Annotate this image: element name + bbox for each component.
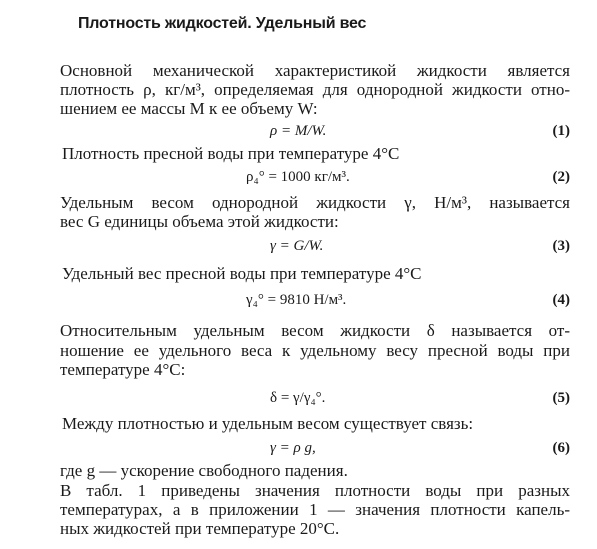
paragraph-line: температурах, а в приложении 1 — значения плотности капель- xyxy=(60,500,570,519)
paragraph-line: Удельным весом однородной жидкости γ, Н/м³, называется xyxy=(60,193,570,212)
equation-formula: ρ₄° = 1000 кг/м³. xyxy=(246,169,350,185)
paragraph-line: Основной механической характеристикой жидкости является xyxy=(60,61,570,80)
equation-number: (3) xyxy=(552,238,570,254)
paragraph-line: шением ее массы M к ее объему W: xyxy=(60,99,318,118)
paragraph-line: температуре 4°С: xyxy=(60,360,186,379)
equation-number: (5) xyxy=(552,390,570,406)
section-heading: Плотность жидкостей. Удельный вес xyxy=(78,15,367,32)
paragraph-line: вес G единицы объема этой жидкости: xyxy=(60,212,339,231)
equation-number: (2) xyxy=(552,169,570,185)
equation-formula: γ = G/W. xyxy=(270,238,324,254)
equation-formula: γ = ρ g, xyxy=(270,440,316,456)
paragraph-line: В табл. 1 приведены значения плотности воды при разных xyxy=(60,481,570,500)
equation-formula: δ = γ/γ₄°. xyxy=(270,390,326,406)
equation-number: (1) xyxy=(552,123,570,139)
equation-formula: ρ = M/W. xyxy=(270,123,327,139)
paragraph-line: Плотность пресной воды при температуре 4°С xyxy=(62,144,400,163)
paragraph-line: ношение ее удельного веса к удельному весу пресной воды при xyxy=(60,341,570,360)
paragraph-line: Удельный вес пресной воды при температуре 4°С xyxy=(62,264,422,283)
paragraph-line: Относительным удельным весом жидкости δ называется от- xyxy=(60,321,570,340)
paragraph-line: где g — ускорение свободного падения. xyxy=(60,461,348,480)
paragraph-line: плотность ρ, кг/м³, определяемая для однородной жидкости отно- xyxy=(60,80,570,99)
equation-number: (6) xyxy=(552,440,570,456)
equation-number: (4) xyxy=(552,292,570,308)
paragraph-line: Между плотностью и удельным весом существует связь: xyxy=(62,414,474,433)
paragraph-line: ных жидкостей при температуре 20°С. xyxy=(60,519,340,538)
equation-formula: γ₄° = 9810 Н/м³. xyxy=(246,292,347,308)
